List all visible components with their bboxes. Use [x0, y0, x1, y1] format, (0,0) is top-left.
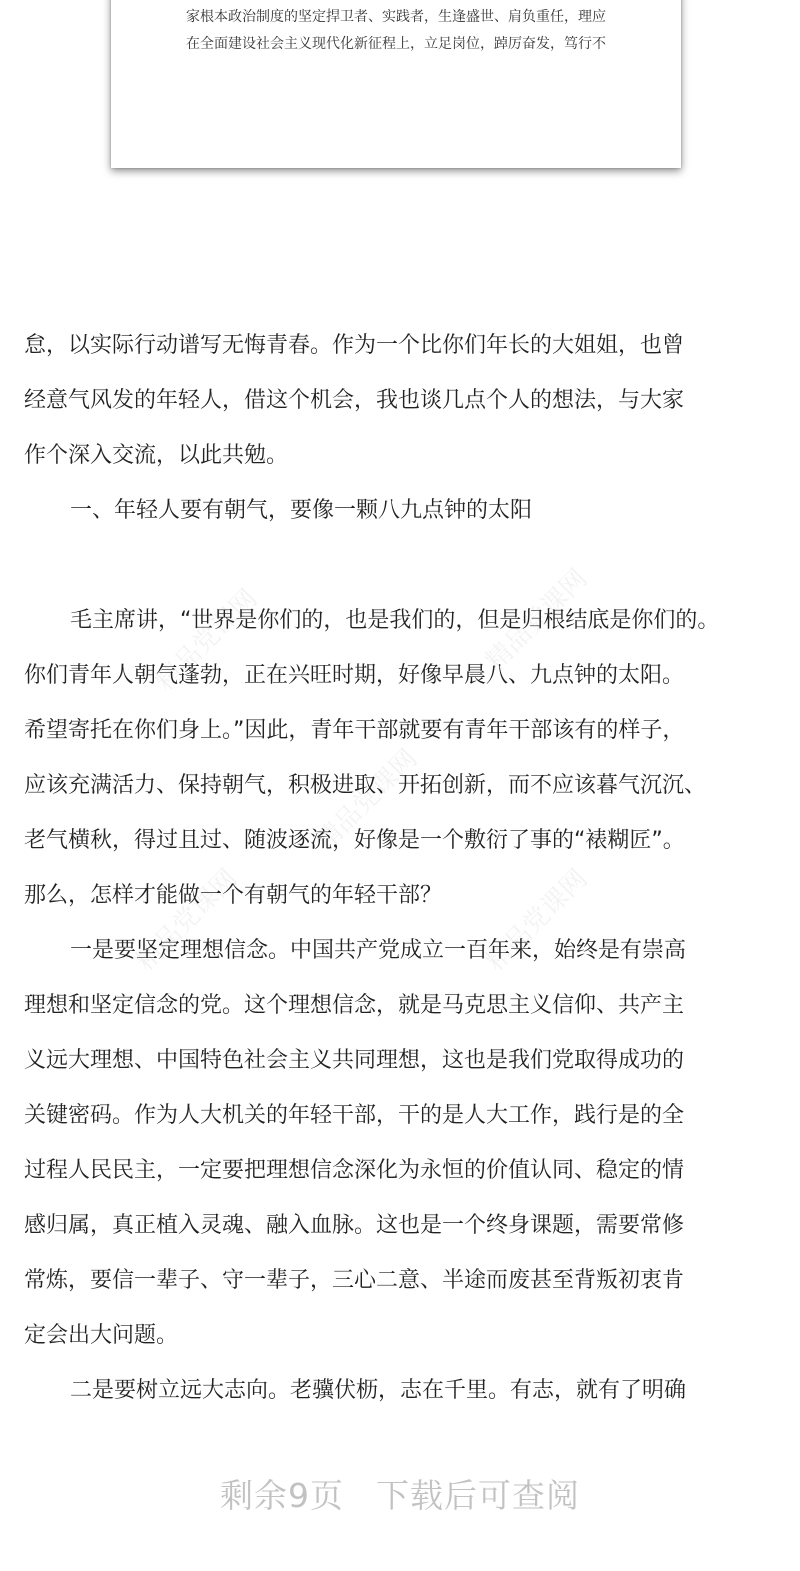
paragraph-line: 怠，以实际行动谱写无悔青春。作为一个比你们年长的大姐姐，也曾 [24, 333, 685, 358]
section-heading: 一、年轻人要有朝气，要像一颗八九点钟的太阳 [70, 498, 533, 523]
watermark: 精品党课网 [480, 563, 594, 677]
paragraph-line: 希望寄托在你们身上。”因此，青年干部就要有青年干部该有的样子， [24, 718, 685, 743]
paragraph-line: 关键密码。作为人大机关的年轻干部，干的是人大工作，践行是的全 [24, 1103, 685, 1128]
paragraph-line: 老气横秋，得过且过、随波逐流，好像是一个敷衍了事的“裱糊匠”。 [24, 828, 685, 853]
paragraph-line: 常炼，要信一辈子、守一辈子，三心二意、半途而废甚至背叛初衷肯 [24, 1268, 685, 1293]
card-text-line: 在全面建设社会主义现代化新征程上，立足岗位，踔厉奋发，笃行不 [186, 36, 606, 52]
paragraph-line: 毛主席讲，“世界是你们的，也是我们的，但是归根结底是你们的。 [70, 608, 720, 633]
paragraph-line: 感归属，真正植入灵魂、融入血脉。这也是一个终身课题，需要常修 [24, 1213, 685, 1238]
paragraph-line: 定会出大问题。 [24, 1323, 179, 1348]
card-text-line: 家根本政治制度的坚定捍卫者、实践者，生逢盛世、肩负重任，理应 [186, 9, 606, 25]
paragraph-line: 理想和坚定信念的党。这个理想信念，就是马克思主义信仰、共产主 [24, 993, 685, 1018]
download-prompt[interactable] [0, 1440, 800, 1540]
paragraph-line: 一是要坚定理想信念。中国共产党成立一百年来，始终是有崇高 [70, 938, 687, 963]
watermark: 精品党课网 [130, 863, 244, 977]
paragraph-line: 过程人民民主，一定要把理想信念深化为永恒的价值认同、稳定的情 [24, 1158, 685, 1183]
watermark: 精品党课网 [480, 863, 594, 977]
paragraph-line: 应该充满活力、保持朝气，积极进取、开拓创新，而不应该暮气沉沉、 [24, 773, 707, 798]
remaining-pages-label[interactable]: 剩余9页 [220, 1476, 344, 1515]
document-card-preview [111, 0, 681, 168]
paragraph-line: 作个深入交流，以此共勉。 [24, 443, 289, 468]
watermark: 精品党课网 [310, 743, 424, 857]
paragraph-line: 义远大理想、中国特色社会主义共同理想，这也是我们党取得成功的 [24, 1048, 685, 1073]
blank-line [24, 544, 794, 599]
paragraph-line: 你们青年人朝气蓬勃，正在兴旺时期，好像早晨八、九点钟的太阳。 [24, 663, 685, 688]
watermark: 精品党课网 [150, 583, 264, 697]
document-body [24, 324, 794, 1424]
paragraph-line: 那么，怎样才能做一个有朝气的年轻干部？ [24, 883, 443, 908]
paragraph-line: 二是要树立远大志向。老骥伏枥，志在千里。有志，就有了明确 [70, 1378, 687, 1403]
paragraph-line: 经意气风发的年轻人，借这个机会，我也谈几点个人的想法，与大家 [24, 388, 685, 413]
download-to-read-link[interactable]: 下载后可查阅 [376, 1476, 580, 1515]
